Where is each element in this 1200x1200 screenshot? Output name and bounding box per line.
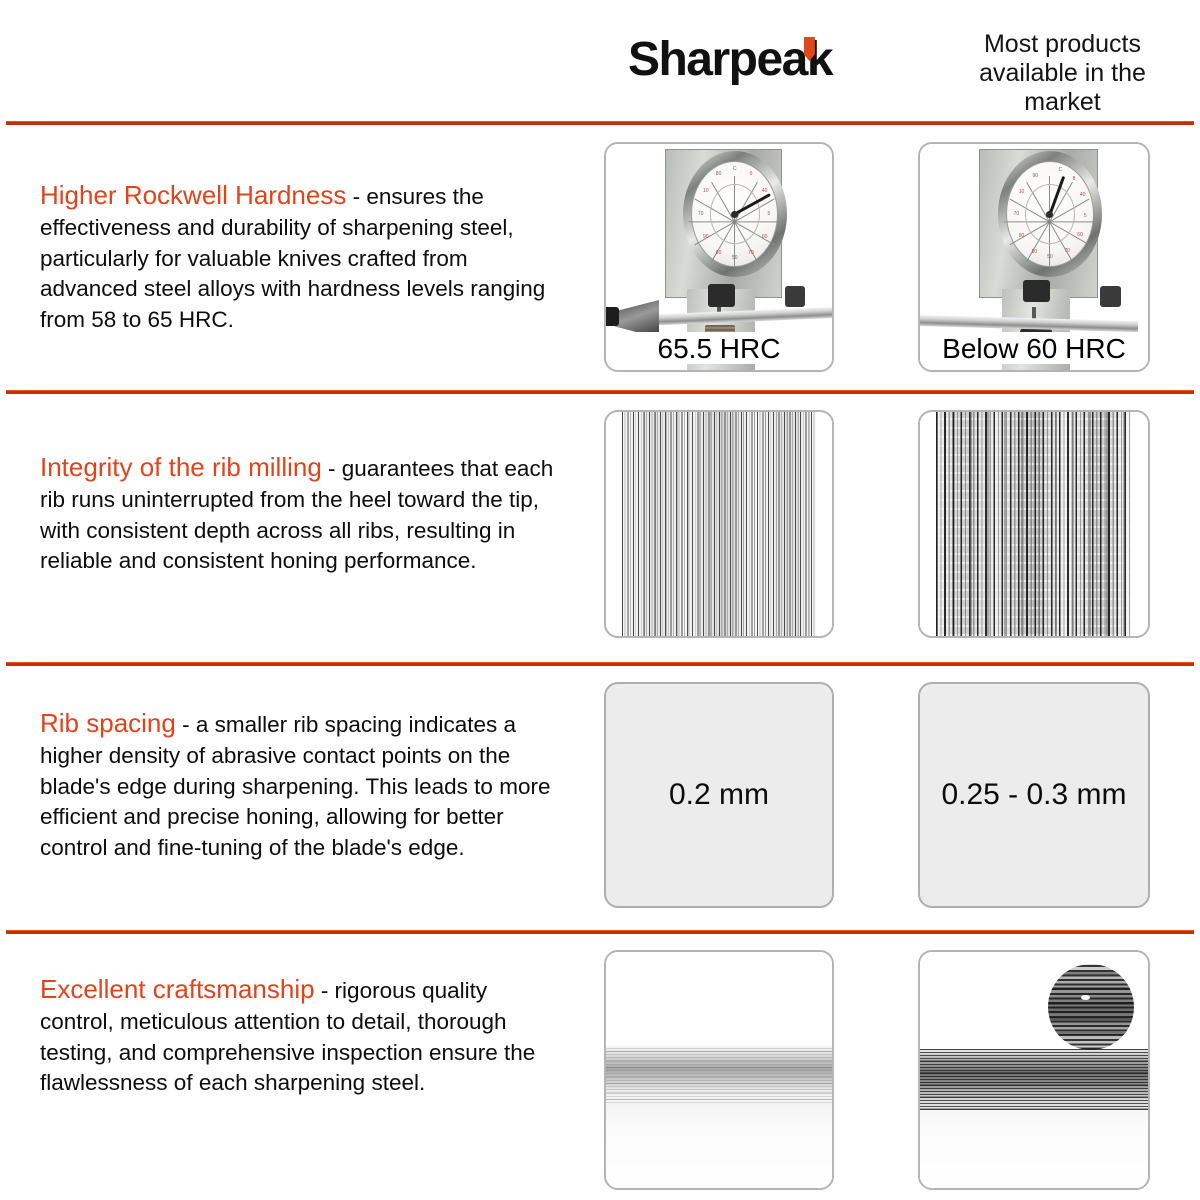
polished-steel-rod-photo <box>606 952 832 1188</box>
rib-milling-ours-card <box>604 410 834 638</box>
tester-dial-face: C 0 40 5 60 70 50 80 90 70 10 80 <box>691 161 778 267</box>
row-rockwell-hardness-text <box>40 180 560 336</box>
rough-rod-surface <box>920 1049 1148 1110</box>
row-craftsmanship-body: - rigorous quality control, meticulous attention to detail, thorough testing, and comprehensive inspection ensure the flawlessness of each sharpening steel. <box>40 978 536 1096</box>
rib-spacing-ours-card <box>604 682 834 908</box>
row-rib-spacing-text <box>40 708 560 864</box>
rough-steel-rod-photo <box>920 952 1148 1188</box>
irregular-rib-texture <box>920 412 1148 636</box>
row-rockwell-hardness-body: - ensures the effectiveness and durability of sharpening steel, particularly for valuable knives crafted from advanced steel alloys with hardness levels ranging from 58 to 65 HRC. <box>40 184 546 333</box>
row-craftsmanship-text <box>40 974 560 1099</box>
divider-row-1 <box>6 390 1194 394</box>
surface-defect-spot <box>1081 995 1090 1000</box>
rib-spacing-theirs-value: 0.25 - 0.3 mm <box>941 778 1127 811</box>
rockwell-theirs-value: Below 60 HRC <box>920 332 1148 364</box>
rib-spacing-ours-value: 0.2 mm <box>668 778 770 811</box>
tester-dial-face: C 8 40 5 60 70 50 80 90 70 10 90 <box>1006 161 1094 267</box>
brand-logo-text-suffix: k <box>806 33 833 86</box>
steel-rod-handle <box>604 307 619 326</box>
tester-anvil <box>1023 280 1050 303</box>
dial-hub <box>1046 211 1053 218</box>
rib-milling-theirs-card <box>918 410 1150 638</box>
brand-logo <box>600 33 860 86</box>
craftsmanship-ours-card <box>604 950 834 1190</box>
rib-texture-strip <box>622 412 816 636</box>
divider-row-3 <box>6 930 1194 934</box>
row-craftsmanship-lead: Excellent craftsmanship <box>40 974 315 1004</box>
rockwell-ours-card <box>604 142 834 372</box>
fine-uniform-rib-texture <box>606 412 832 636</box>
tester-knob <box>1100 286 1121 306</box>
brand-logo-text: Sharpea <box>627 33 807 86</box>
tester-anvil <box>708 284 735 307</box>
row-rib-spacing-lead: Rib spacing <box>40 708 176 738</box>
divider-row-2 <box>6 662 1194 666</box>
row-rib-milling-body: - guarantees that each rib runs uninterrupted from the heel toward the tip, with consistent depth across all ribs, resulting in reliable and consistent honing performance. <box>40 456 554 574</box>
tester-knob <box>785 286 805 306</box>
row-rockwell-hardness-lead: Higher Rockwell Hardness <box>40 180 347 210</box>
row-rib-milling-lead: Integrity of the rib milling <box>40 452 322 482</box>
craftsmanship-theirs-card <box>918 950 1150 1190</box>
divider-header <box>6 121 1194 125</box>
tester-dial-gauge <box>998 151 1103 278</box>
rockwell-theirs-card <box>918 142 1150 372</box>
dial-hub <box>731 211 738 218</box>
competitor-column-title: Most products available in the market <box>979 30 1146 116</box>
magnifier-inset-icon <box>1048 964 1134 1050</box>
polished-rod-surface <box>606 1046 832 1103</box>
rib-texture-strip <box>936 412 1132 636</box>
row-rib-spacing-body: - a smaller rib spacing indicates a higher density of abrasive contact points on the blade's edge during sharpening. This leads to more efficient and precise honing, allowing for better control and fine-tuning of the blade's edge. <box>40 712 551 861</box>
row-rib-milling-text <box>40 452 560 577</box>
rib-spacing-theirs-card <box>918 682 1150 908</box>
header <box>0 0 1200 122</box>
tester-dial-gauge <box>683 151 787 278</box>
rockwell-ours-value: 65.5 HRC <box>606 332 832 364</box>
